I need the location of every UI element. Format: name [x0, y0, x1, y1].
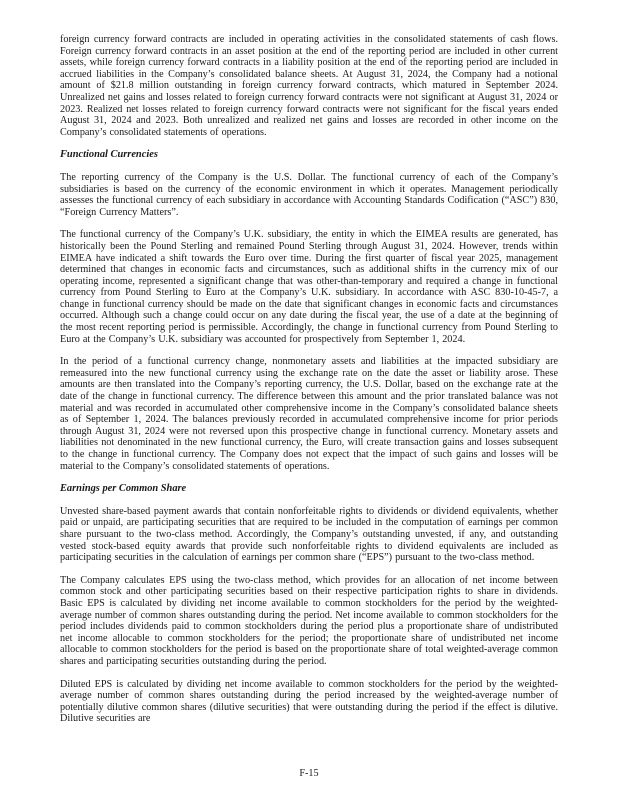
- page-body: [60, 34, 558, 736]
- paragraph-uk-subsidiary-functional-currency: The functional currency of the Company’s U.K. subsidiary, the entity in which the EIMEA results are generated, has historically been the Pound Sterling and remained Pound Sterling through August 31, 2024. However, trends within EIMEA have indicated a shift towards the Euro over time. During the first quarter of fiscal year 2025, management determined that changes in economic facts and circumstances, such as additional shifts in the currency mix of our operating income, represented a significant change that was other-than-temporary and required a change in functional currency from Pound Sterling to Euro at the Company’s U.K. subsidiary. In accordance with ASC 830-10-45-7, a change in functional currency should be made on the date that significant changes in economic facts and circumstances occurred. Although such a change could occur on any date during the fiscal year, the use of a date at the beginning of the most recent reporting period is permissible. Accordingly, the change in functional currency from Pound Sterling to Euro at the Company’s U.K. subsidiary was accounted for prospectively from September 1, 2024.: [60, 229, 558, 345]
- paragraph-unvested-share-based-awards: Unvested share-based payment awards that contain nonforfeitable rights to dividends or dividend equivalents, whether paid or unpaid, are participating securities that are required to be included in the computation of earnings per common share pursuant to the two-class method. Accordingly, the Company’s outstanding unvested, if any, and outstanding vested stock-based equity awards that provide such nonforfeitable rights to dividend equivalents are included as participating securities in the calculation of earnings per common share (“EPS”) pursuant to the two-class method.: [60, 505, 558, 564]
- heading-earnings-per-common-share: Earnings per Common Share: [60, 483, 187, 495]
- paragraph-reporting-currency: The reporting currency of the Company is the U.S. Dollar. The functional currency of each of the Company’s subsidiaries is based on the currency of the economic environment in which it operates. Management periodically assesses the functional currency of each subsidiary in accordance with Accounting Standards Codification (“ASC”) 830, “Foreign Currency Matters”.: [60, 171, 558, 218]
- paragraph-functional-currency-change-remeasurement: In the period of a functional currency change, nonmonetary assets and liabilities at the impacted subsidiary are remeasured into the new functional currency using the exchange rate on the date the asset or liability arose. These amounts are then translated into the Company’s reporting currency, the U.S. Dollar, based on the exchange rate at the date of the change in functional currency. The difference between this amount and the prior translated balance was not material and was recorded in accumulated other comprehensive income in the Company’s consolidated balance sheets as of September 1, 2024. The balances previously recorded in accumulated comprehensive income for prior periods through August 31, 2024 were not reversed upon this prospective change in functional currency. Monetary assets and liabilities not denominated in the new functional currency, the Euro, will create transaction gains and losses subsequent to the change in functional currency. The Company does not expect that the impact of such gains and losses will be material to the Company’s consolidated statements of operations.: [60, 356, 558, 472]
- paragraph-basic-eps-two-class-method: The Company calculates EPS using the two-class method, which provides for an allocation of net income between common stock and other participating securities based on their respective participation rights to share in dividends. Basic EPS is calculated by dividing net income available to common stockholders for the period by the weighted-average number of common shares outstanding during the period. Net income available to common stockholders for the period includes dividends paid to common stockholders during the period plus a proportionate share of undistributed net income allocable to common stockholders for the period; the proportionate share of undistributed net income allocable to common stockholders for the period is based on the proportionate share of total weighted-average common shares and participating securities outstanding during the period.: [60, 574, 558, 667]
- heading-functional-currencies: Functional Currencies: [60, 149, 158, 161]
- page-number: F-15: [299, 768, 319, 779]
- paragraph-diluted-eps: Diluted EPS is calculated by dividing net income available to common stockholders for the period by the weighted-average number of common shares outstanding during the period increased by the weighted-average number of potentially dilutive common shares (dilutive securities) that were outstanding during the period if the effect is dilutive. Dilutive securities are: [60, 678, 558, 725]
- paragraph-forward-contracts-continuation: foreign currency forward contracts are included in operating activities in the consolidated statements of cash flows. Foreign currency forward contracts in an asset position at the end of the reporting period are included in other current assets, while foreign currency forward contracts in a liability position at the end of the reporting period are included in accrued liabilities in the Company’s consolidated balance sheets. At August 31, 2024, the Company had a notional amount of $21.8 million outstanding in foreign currency forward contracts, which matured in September 2024. Unrealized net gains and losses related to foreign currency forward contracts were not significant at August 31, 2024 or 2023. Realized net losses related to foreign currency forward contracts were not significant for the fiscal years ended August 31, 2024 and 2023. Both unrealized and realized net gains and losses are recorded in other income on the Company’s consolidated statements of operations.: [60, 34, 558, 138]
